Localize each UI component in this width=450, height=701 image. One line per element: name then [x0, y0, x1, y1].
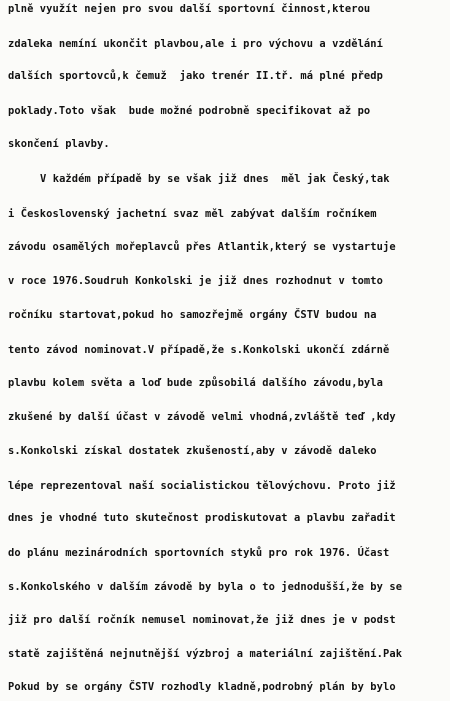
text-line-2: zdaleka nemíní ukončit plavbou,ale i pro výchovu a vzdělání — [8, 38, 383, 50]
text-line-5: skončení plavby. — [8, 138, 110, 150]
text-line-16: dnes je vhodné tuto skutečnost prodiskutovat a plavbu zařadit — [8, 512, 396, 524]
text-line-17: do plánu mezinárodních sportovních styků pro rok 1976. Účast — [8, 547, 390, 559]
text-line-9: v roce 1976.Soudruh Konkolski je již dnes rozhodnut v tomto — [8, 275, 383, 287]
text-line-4: poklady.Toto však bude možné podrobně specifikovat až po — [8, 105, 371, 117]
text-line-20: statě zajištěná nejnutnější výzbroj a materiální zajištění.Pak — [8, 648, 403, 660]
text-line-21: Pokud by se orgány ČSTV rozhodly kladně,podrobný plán by bylo — [8, 681, 396, 693]
text-line-8: závodu osamělých mořeplavců přes Atlantik,který se vystartuje — [8, 241, 396, 253]
text-line-12: plavbu kolem světa a loď bude způsobilá dalšího závodu,byla — [8, 377, 383, 389]
text-line-14: s.Konkolski získal dostatek zkušeností,aby v závodě daleko — [8, 445, 377, 457]
text-line-7: i Československý jachetní svaz měl zabývat dalším ročníkem — [8, 208, 377, 220]
text-line-11: tento závod nominovat.V případě,že s.Konkolski ukončí zdárně — [8, 344, 390, 356]
text-line-10: ročníku startovat,pokud ho samozřejmě orgány ČSTV budou na — [8, 309, 377, 321]
text-line-6: V každém případě by se však již dnes měl jak Český,tak — [40, 173, 390, 185]
text-line-3: dalších sportovců,k čemuž jako trenér II.tř. má plné předp — [8, 70, 383, 82]
text-line-18: s.Konkolského v dalším závodě by byla o to jednodušší,že by se — [8, 581, 403, 593]
text-line-13: zkušené by další účast v závodě velmi vhodná,zvláště teď ,kdy — [8, 411, 396, 423]
text-line-19: již pro další ročník nemusel nominovat,že již dnes je v podst — [8, 614, 396, 626]
text-line-15: lépe reprezentoval naší socialistickou tělovýchovu. Proto již — [8, 480, 396, 492]
text-line-1: plně využít nejen pro svou další sportovní činnost,kterou — [8, 3, 371, 15]
